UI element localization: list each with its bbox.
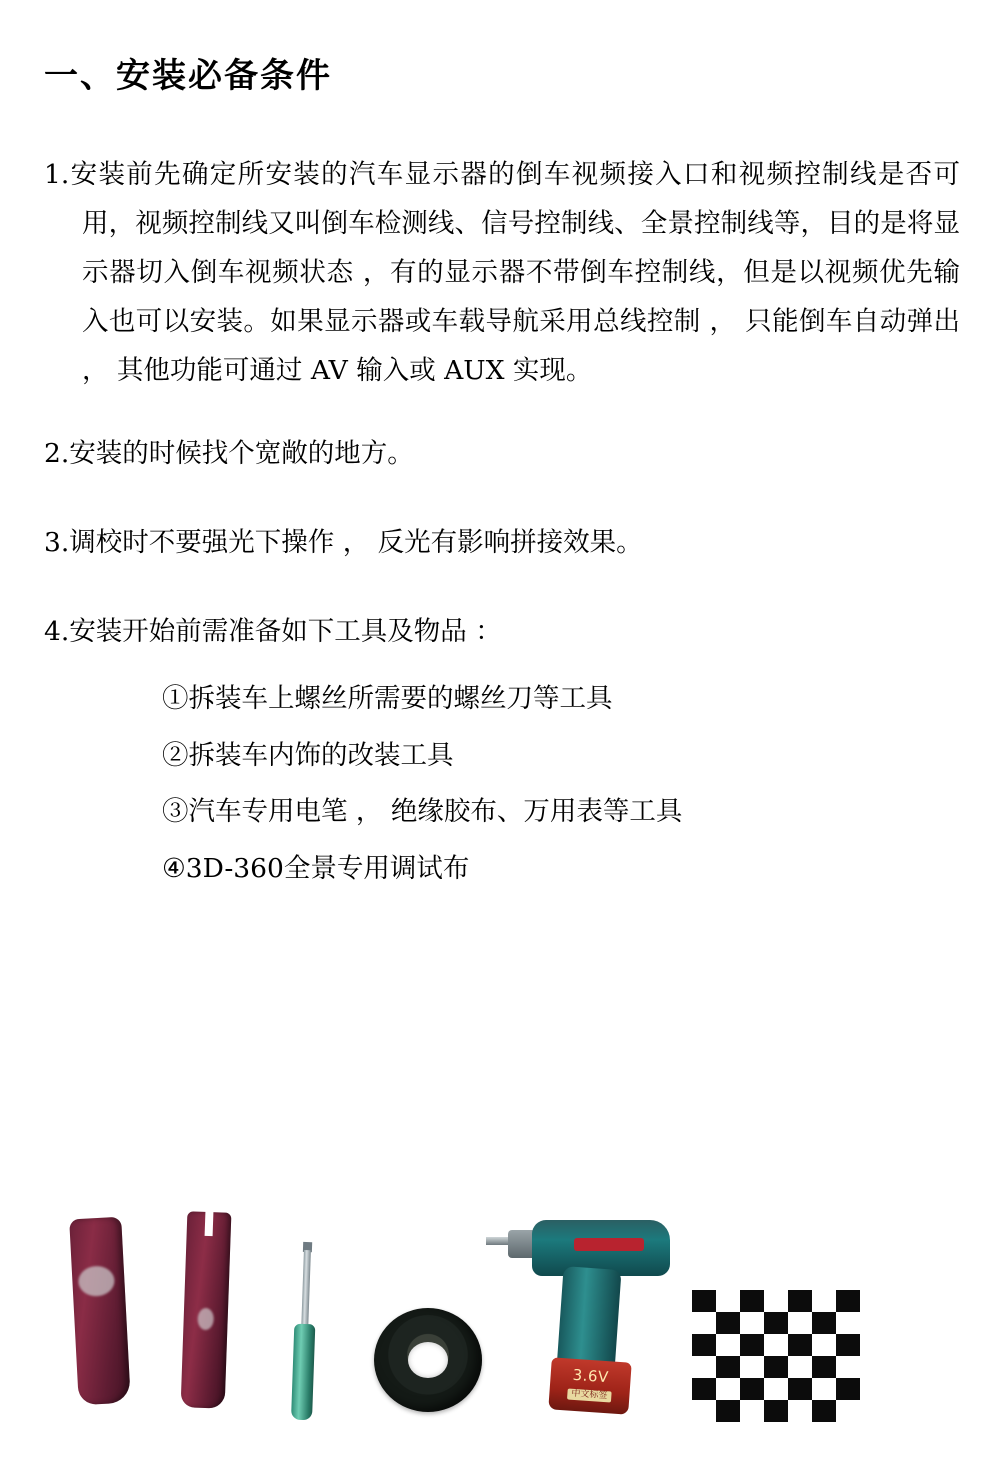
electrical-tape-roll-image [374,1308,482,1412]
page-title: 一、安装必备条件 [44,56,332,96]
screwdriver-image [289,1250,319,1419]
list-item [44,150,960,395]
checkerboard-cell [740,1334,764,1356]
checkerboard-cell [716,1400,740,1422]
checkerboard-cell [764,1356,788,1378]
list-item-text: 调校时不要强光下操作 ， 反光有影响拼接效果。 [69,527,643,559]
checkerboard-cell [740,1290,764,1312]
checkerboard-cell [788,1334,812,1356]
list-item-marker: 2. [44,438,70,470]
list-item [44,518,960,567]
checkerboard-cell [764,1334,788,1356]
checkerboard-cell [692,1400,716,1422]
checkerboard-cell [788,1290,812,1312]
numbered-list [44,150,960,916]
checkerboard-cell [692,1312,716,1334]
checkerboard-cell [692,1378,716,1400]
checkerboard-cell [740,1400,764,1422]
checkerboard-cell [836,1312,860,1334]
drill-battery-voltage: 3.6V [572,1365,610,1387]
checkerboard-cell [716,1378,740,1400]
checkerboard-cell [812,1290,836,1312]
list-item-text: 安装的时候找个宽敞的地方。 [69,438,414,470]
checkerboard-cell [836,1334,860,1356]
sub-list-item: ②拆装车内饰的改装工具 [162,739,454,771]
list-item-marker: 3. [44,527,70,559]
tools-photo [44,1190,960,1420]
screwdriver-shaft [301,1250,311,1328]
checkerboard-cell [812,1334,836,1356]
sub-list-item: ①拆装车上螺丝所需要的螺丝刀等工具 [162,683,613,715]
checkerboard-cell [692,1290,716,1312]
drill-battery [548,1357,631,1414]
pry-tool-2-image [181,1211,232,1408]
checkerboard-cell [836,1356,860,1378]
sub-list-wrapper [44,683,960,916]
calibration-checkerboard-cloth-image [692,1290,860,1422]
checkerboard-cell [788,1378,812,1400]
list-item-text: 安装前先确定所安装的汽车显示器的倒车视频接入口和视频控制线是否可用，视频控制线又叫倒车检测线、信号控制线、全景控制线等，目的是将显示器切入倒车视频状态 ，有的显示器不带倒车控制线，但是以视频优先输入也可以安装。如果显示器或车载导航采用总线控制 ， 只能倒车自动弹出 ， 其他功能可通过 AV 输入或 AUX 实现。 [69,159,960,387]
checkerboard-cell [812,1312,836,1334]
checkerboard-cell [692,1356,716,1378]
list-item [44,429,960,478]
drill-battery-badge: 中文标签 [567,1388,612,1403]
checkerboard-cell [836,1290,860,1312]
checkerboard-cell [836,1400,860,1422]
checkerboard-cell [788,1356,812,1378]
list-item-marker: 4. [44,616,70,648]
checkerboard-cell [788,1312,812,1334]
checkerboard-cell [740,1312,764,1334]
sub-list-item: ③汽车专用电笔 ， 绝缘胶布、万用表等工具 [162,796,683,828]
checkerboard-cell [764,1400,788,1422]
checkerboard-cell [716,1290,740,1312]
checkerboard-cell [764,1290,788,1312]
checkerboard-cell [716,1334,740,1356]
checkerboard-cell [836,1378,860,1400]
list-item-text: 安装开始前需准备如下工具及物品 ： [69,616,502,648]
checkerboard-cell [716,1312,740,1334]
checkerboard-cell [764,1312,788,1334]
sub-list [162,683,982,912]
checkerboard-cell [716,1356,740,1378]
checkerboard-cell [740,1356,764,1378]
list-item-marker: 1. [44,159,70,190]
checkerboard-cell [764,1378,788,1400]
drill-stripe [574,1238,644,1251]
pry-tool-1-image [69,1217,131,1405]
checkerboard-cell [740,1378,764,1400]
checkerboard-cell [812,1378,836,1400]
checkerboard-cell [788,1400,812,1422]
list-item [44,607,960,656]
checkerboard-cell [812,1400,836,1422]
screwdriver-handle [291,1324,315,1421]
sub-list-item: ④3D-360全景专用调试布 [162,852,470,884]
checkerboard-cell [812,1356,836,1378]
cordless-drill-image [504,1190,684,1418]
checkerboard-cell [692,1334,716,1356]
